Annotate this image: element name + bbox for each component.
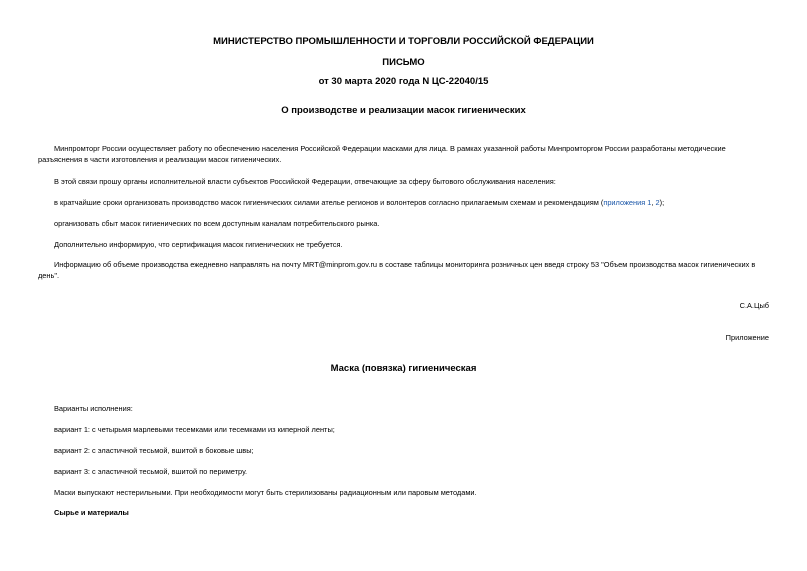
appendix-2-link[interactable]: 2	[655, 198, 660, 207]
appendix-label: Приложение	[725, 333, 769, 342]
section-heading-materials: Сырье и материалы	[54, 508, 129, 517]
variants-label: Варианты исполнения:	[54, 404, 133, 413]
signature: С.А.Цыб	[739, 301, 769, 310]
paragraph-intro: Минпромторг России осуществляет работу по обеспечению населения Российской Федерации масками для лица. В рамках указанной работы Минпромторгом России разработаны методические разъяснения в части изготовления и реализации масок гигиенических.	[38, 144, 726, 164]
ministry-title: МИНИСТЕРСТВО ПРОМЫШЛЕННОСТИ И ТОРГОВЛИ РОССИЙСКОЙ ФЕДЕРАЦИИ	[213, 36, 594, 47]
appendix-1-link[interactable]: приложения 1	[603, 198, 652, 207]
document-date-number: от 30 марта 2020 года N ЦС-22040/15	[318, 76, 489, 87]
paragraph-text-end: );	[659, 198, 665, 207]
link-separator: ,	[651, 198, 656, 207]
sterility-note: Маски выпускают нестерильными. При необходимости могут быть стерилизованы радиационным или паровым методами.	[54, 488, 477, 497]
paragraph-organize-sales: организовать сбыт масок гигиенических по всем доступным каналам потребительского рынка.	[54, 219, 380, 228]
document-type: ПИСЬМО	[382, 57, 425, 68]
variant-2: вариант 2: с эластичной тесьмой, вшитой в боковые швы;	[54, 446, 254, 455]
appendix-title: Маска (повязка) гигиеническая	[330, 363, 477, 374]
variant-1: вариант 1: с четырьмя марлевыми тесемками или тесемками из киперной ленты;	[54, 425, 335, 434]
variant-3: вариант 3: с эластичной тесьмой, вшитой по периметру.	[54, 467, 248, 476]
paragraph-request: В этой связи прошу органы исполнительной власти субъектов Российской Федерации, отвечающие за сферу бытового обслуживания населения:	[54, 177, 556, 186]
paragraph-reporting: Информацию об объеме производства ежедневно направлять на почту MRT@minprom.gov.ru в составе таблицы мониторинга розничных цен введя строку 53 "Объем производства масок гигиенических в день".	[38, 260, 756, 280]
paragraph-organize-production	[38, 197, 771, 208]
document-subject: О производстве и реализации масок гигиенических	[281, 105, 526, 116]
paragraph-certification: Дополнительно информирую, что сертификация масок гигиенических не требуется.	[54, 240, 343, 249]
paragraph-text: в кратчайшие сроки организовать производство масок гигиенических силами ателье регионов и волонтеров согласно прилагаемым схемам и рекомендациям (	[54, 198, 604, 207]
